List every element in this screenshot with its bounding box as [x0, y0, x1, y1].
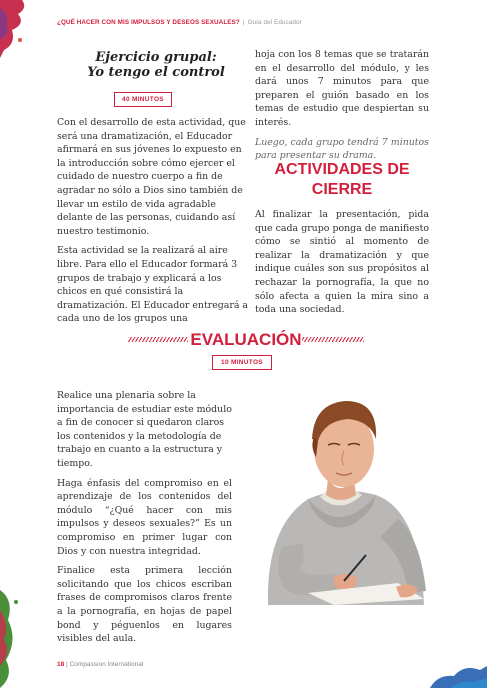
- exercise-note: Luego, cada grupo tendrá 7 minutos para presentar su drama.: [255, 136, 429, 162]
- exercise-continuation-paragraph: hoja con los 8 temas que se tratarán en el desarrollo del módulo, y les dará unos 7 minutos para que preparen el guión basado en los temas de estudio que despiertan su interés.: [255, 49, 429, 128]
- evaluation-paragraph: Finalice esta primera lección solicitando que los chicos escriban frases de compromisos claros frente a la pornografía, en hojas de papel bond y péguenlos en lugares visibles del aula.: [57, 565, 232, 645]
- exercise-body: [57, 116, 252, 332]
- evaluation-heading: [128, 330, 364, 350]
- page-footer: [57, 661, 143, 668]
- exercise-title-line2: Yo tengo el control: [87, 65, 225, 80]
- man-writing-illustration: [248, 387, 430, 605]
- closing-paragraph: Al finalizar la presentación, pida que cada grupo ponga de manifiesto cómo se sintió al momento de realizar la dramatización y que indique cuáles son sus propósitos al rechazar la pornografía, la que no sólo afecta a quien la mira sino a toda una sociedad.: [255, 209, 429, 316]
- closing-title-line2: CIERRE: [311, 181, 373, 198]
- closing-title-line1: ACTIVIDADES DE: [274, 161, 410, 178]
- exercise-continuation: [255, 48, 429, 169]
- footer-separator: |: [66, 661, 68, 668]
- evaluation-paragraph: Realice una plenaria sobre la importancia de estudiar este módulo a fin de conocer si quedaron claros los contenidos y la metodología de trabajo en cuanto a la estructura y tiempo.: [57, 390, 232, 469]
- footer-org: Compassion International: [69, 661, 144, 668]
- exercise-paragraph: Esta actividad se la realizará al aire libre. Para ello el Educador formará 3 grupos de trabajo y explicará a los chicos en qué consistirá la dramatización. El Educador entregará a cada uno de los grupos una: [57, 245, 249, 325]
- evaluation-body: [57, 389, 232, 652]
- evaluation-paragraph: Haga énfasis del compromiso en el aprendizaje de los contenidos del módulo “¿Qué hacer con mis impulsos y deseos sexuales?” Es un compromiso en primer lugar con Dios y con nuestra integridad.: [57, 477, 232, 557]
- running-header: [57, 19, 457, 26]
- hatch-divider-left: [128, 337, 188, 342]
- closing-body: [255, 208, 429, 323]
- exercise-paragraph: Con el desarrollo de esta actividad, que será una dramatización, el Educador afirmará en sus jóvenes lo expuesto en la introducción sobre cómo ejercer el cuidado de nuestro cuerpo a fin de agradar no sólo a Dios sino también de llevar un estilo de vida agradable delante de las personas, cuidando así nuestro testimonio.: [57, 117, 246, 237]
- header-guide: Guía del Educador: [247, 19, 302, 26]
- evaluation-duration-badge: 10 MINUTOS: [212, 355, 272, 370]
- exercise-duration-badge: 40 MINUTOS: [114, 92, 172, 107]
- hatch-divider-right: [302, 337, 364, 342]
- paint-splash-top-left: [0, 0, 30, 60]
- evaluation-title: EVALUACIÓN: [190, 330, 302, 349]
- paint-splash-bottom-left: [0, 580, 26, 688]
- header-separator: |: [242, 19, 245, 26]
- header-title: ¿QUÉ HACER CON MIS IMPULSOS Y DESEOS SEXUALES?: [57, 19, 240, 26]
- page-number: 18: [57, 661, 65, 668]
- paint-splash-bottom-right: [420, 660, 487, 688]
- exercise-title-line1: Ejercicio grupal:: [95, 50, 217, 65]
- closing-title: [255, 160, 429, 200]
- exercise-title: [60, 50, 252, 80]
